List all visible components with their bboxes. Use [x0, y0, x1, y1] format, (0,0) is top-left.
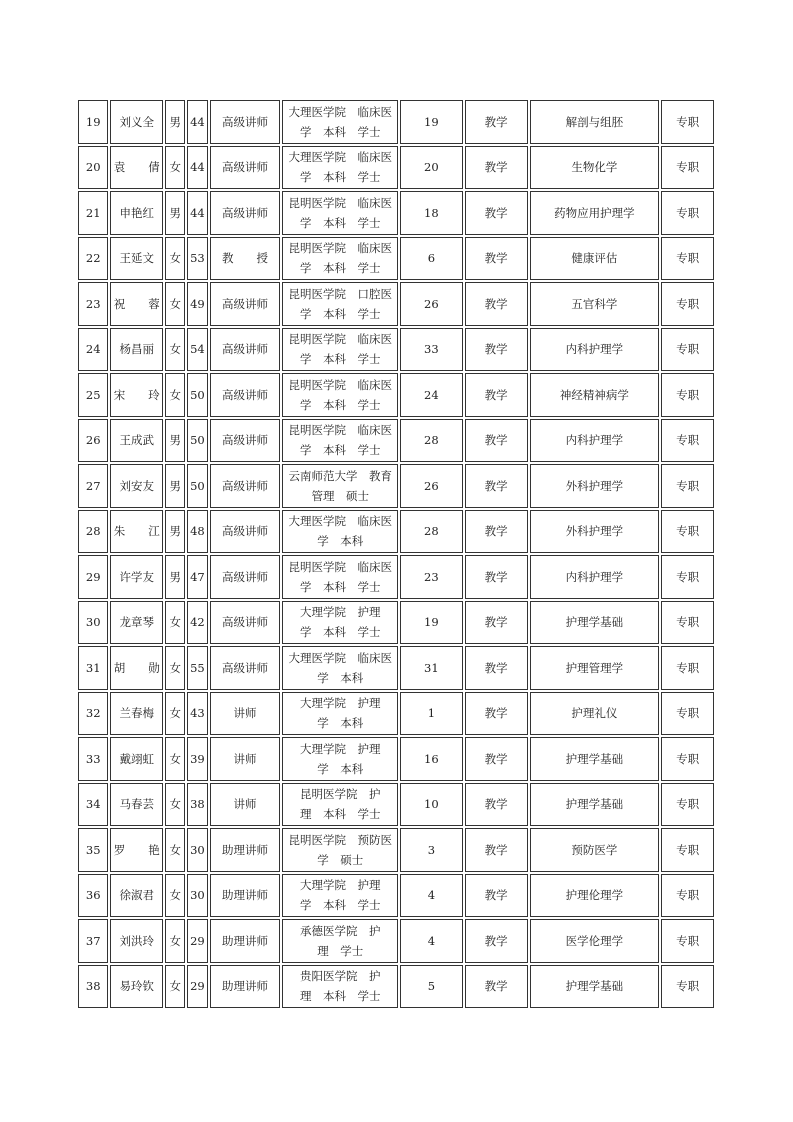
employment-type-cell: 专职: [661, 737, 714, 781]
table-row: [78, 783, 714, 827]
teacher-name-cell: 龙章琴: [110, 601, 163, 645]
professional-title-cell: 高级讲师: [210, 646, 281, 690]
graduation-info-cell: [282, 692, 397, 736]
professional-title-cell: 高级讲师: [210, 510, 281, 554]
age-cell: 29: [187, 965, 207, 1009]
graduation-line: 大理学院 护理: [299, 605, 381, 620]
graduation-line: 昆明医学院 临床医: [288, 423, 392, 438]
teacher-name-cell: 王成武: [110, 419, 163, 463]
age-cell: 53: [187, 237, 207, 281]
graduation-info-cell: [282, 100, 397, 144]
employment-type-cell: 专职: [661, 282, 714, 326]
row-number-cell: 25: [78, 373, 108, 417]
graduation-line: 管理 硕士: [311, 488, 369, 503]
graduation-line: 大理医学院 临床医: [288, 104, 392, 119]
staff-table: [76, 98, 716, 1010]
post-cell: 教学: [465, 965, 528, 1009]
course-taught-cell: 外科护理学: [530, 510, 660, 554]
age-cell: 50: [187, 373, 207, 417]
graduation-info-cell: [282, 510, 397, 554]
teaching-years-cell: 16: [400, 737, 463, 781]
age-cell: 39: [187, 737, 207, 781]
teacher-name-cell: 杨昌丽: [110, 328, 163, 372]
teacher-name-cell: 刘义全: [110, 100, 163, 144]
teaching-years-cell: 5: [400, 965, 463, 1009]
graduation-line: 云南师范大学 教育: [288, 468, 392, 483]
graduation-line: 理 学士: [317, 943, 364, 958]
teaching-years-cell: 3: [400, 828, 463, 872]
row-number-cell: 29: [78, 555, 108, 599]
graduation-line: 学 本科: [317, 761, 364, 776]
course-taught-cell: 神经精神病学: [530, 373, 660, 417]
age-cell: 30: [187, 874, 207, 918]
graduation-info-cell: [282, 965, 397, 1009]
row-number-cell: 28: [78, 510, 108, 554]
course-taught-cell: 五官科学: [530, 282, 660, 326]
post-cell: 教学: [465, 419, 528, 463]
teaching-years-cell: 1: [400, 692, 463, 736]
row-number-cell: 33: [78, 737, 108, 781]
age-cell: 43: [187, 692, 207, 736]
professional-title-cell: 高级讲师: [210, 328, 281, 372]
professional-title-cell: 助理讲师: [210, 828, 281, 872]
row-number-cell: 19: [78, 100, 108, 144]
graduation-line: 理 本科 学士: [299, 989, 381, 1004]
graduation-info-cell: [282, 737, 397, 781]
graduation-info-cell: [282, 191, 397, 235]
teaching-years-cell: 28: [400, 510, 463, 554]
post-cell: 教学: [465, 510, 528, 554]
teacher-name-cell: 许学友: [110, 555, 163, 599]
course-taught-cell: 护理学基础: [530, 737, 660, 781]
teacher-name-cell: 朱 江: [110, 510, 163, 554]
course-taught-cell: 护理伦理学: [530, 874, 660, 918]
age-cell: 54: [187, 328, 207, 372]
gender-cell: 女: [165, 692, 185, 736]
graduation-line: 学 本科: [317, 716, 364, 731]
table-row: [78, 146, 714, 190]
employment-type-cell: 专职: [661, 510, 714, 554]
graduation-line: 学 本科 学士: [299, 443, 381, 458]
gender-cell: 女: [165, 146, 185, 190]
employment-type-cell: 专职: [661, 100, 714, 144]
teaching-years-cell: 19: [400, 100, 463, 144]
post-cell: 教学: [465, 601, 528, 645]
teacher-name-cell: 刘安友: [110, 464, 163, 508]
gender-cell: 女: [165, 874, 185, 918]
gender-cell: 女: [165, 601, 185, 645]
teaching-years-cell: 23: [400, 555, 463, 599]
gender-cell: 女: [165, 965, 185, 1009]
age-cell: 50: [187, 464, 207, 508]
graduation-line: 贵阳医学院 护: [299, 969, 381, 984]
post-cell: 教学: [465, 783, 528, 827]
graduation-info-cell: [282, 237, 397, 281]
gender-cell: 男: [165, 464, 185, 508]
course-taught-cell: 药物应用护理学: [530, 191, 660, 235]
age-cell: 30: [187, 828, 207, 872]
gender-cell: 女: [165, 737, 185, 781]
course-taught-cell: 护理礼仪: [530, 692, 660, 736]
graduation-info-cell: [282, 601, 397, 645]
table-row: [78, 828, 714, 872]
teaching-years-cell: 24: [400, 373, 463, 417]
row-number-cell: 20: [78, 146, 108, 190]
professional-title-cell: 讲师: [210, 783, 281, 827]
course-taught-cell: 健康评估: [530, 237, 660, 281]
gender-cell: 女: [165, 646, 185, 690]
post-cell: 教学: [465, 874, 528, 918]
graduation-line: 大理学院 护理: [299, 878, 381, 893]
teacher-name-cell: 兰春梅: [110, 692, 163, 736]
age-cell: 48: [187, 510, 207, 554]
professional-title-cell: 助理讲师: [210, 874, 281, 918]
age-cell: 44: [187, 191, 207, 235]
graduation-info-cell: [282, 874, 397, 918]
table-row: [78, 100, 714, 144]
graduation-line: 昆明医学院 临床医: [288, 332, 392, 347]
course-taught-cell: 内科护理学: [530, 328, 660, 372]
professional-title-cell: 高级讲师: [210, 191, 281, 235]
course-taught-cell: 护理学基础: [530, 783, 660, 827]
table-row: [78, 646, 714, 690]
table-row: [78, 737, 714, 781]
post-cell: 教学: [465, 100, 528, 144]
employment-type-cell: 专职: [661, 692, 714, 736]
professional-title-cell: 助理讲师: [210, 919, 281, 963]
graduation-line: 承德医学院 护: [299, 923, 381, 938]
graduation-line: 大理医学院 临床医: [288, 150, 392, 165]
row-number-cell: 22: [78, 237, 108, 281]
gender-cell: 女: [165, 237, 185, 281]
table-row: [78, 373, 714, 417]
professional-title-cell: 高级讲师: [210, 282, 281, 326]
post-cell: 教学: [465, 146, 528, 190]
teacher-name-cell: 徐淑君: [110, 874, 163, 918]
professional-title-cell: 教 授: [210, 237, 281, 281]
graduation-line: 大理医学院 临床医: [288, 650, 392, 665]
teaching-years-cell: 10: [400, 783, 463, 827]
graduation-line: 学 本科 学士: [299, 261, 381, 276]
gender-cell: 男: [165, 100, 185, 144]
graduation-info-cell: [282, 646, 397, 690]
graduation-info-cell: [282, 919, 397, 963]
employment-type-cell: 专职: [661, 419, 714, 463]
age-cell: 44: [187, 100, 207, 144]
professional-title-cell: 高级讲师: [210, 373, 281, 417]
graduation-line: 学 本科 学士: [299, 397, 381, 412]
post-cell: 教学: [465, 555, 528, 599]
teaching-years-cell: 26: [400, 464, 463, 508]
course-taught-cell: 护理学基础: [530, 965, 660, 1009]
post-cell: 教学: [465, 919, 528, 963]
teaching-years-cell: 26: [400, 282, 463, 326]
teacher-name-cell: 袁 倩: [110, 146, 163, 190]
graduation-info-cell: [282, 419, 397, 463]
post-cell: 教学: [465, 328, 528, 372]
table-row: [78, 919, 714, 963]
graduation-line: 学 本科 学士: [299, 124, 381, 139]
post-cell: 教学: [465, 737, 528, 781]
course-taught-cell: 护理管理学: [530, 646, 660, 690]
age-cell: 55: [187, 646, 207, 690]
professional-title-cell: 高级讲师: [210, 100, 281, 144]
employment-type-cell: 专职: [661, 783, 714, 827]
graduation-info-cell: [282, 828, 397, 872]
course-taught-cell: 护理学基础: [530, 601, 660, 645]
gender-cell: 男: [165, 191, 185, 235]
graduation-info-cell: [282, 328, 397, 372]
table-row: [78, 555, 714, 599]
graduation-line: 昆明医学院 口腔医: [288, 286, 392, 301]
employment-type-cell: 专职: [661, 874, 714, 918]
professional-title-cell: 高级讲师: [210, 601, 281, 645]
post-cell: 教学: [465, 646, 528, 690]
teacher-name-cell: 王延文: [110, 237, 163, 281]
graduation-info-cell: [282, 783, 397, 827]
graduation-info-cell: [282, 146, 397, 190]
post-cell: 教学: [465, 191, 528, 235]
employment-type-cell: 专职: [661, 965, 714, 1009]
table-row: [78, 419, 714, 463]
age-cell: 49: [187, 282, 207, 326]
graduation-line: 大理学院 护理: [299, 741, 381, 756]
course-taught-cell: 内科护理学: [530, 419, 660, 463]
gender-cell: 男: [165, 419, 185, 463]
teaching-years-cell: 20: [400, 146, 463, 190]
row-number-cell: 26: [78, 419, 108, 463]
post-cell: 教学: [465, 373, 528, 417]
teacher-name-cell: 戴翊虹: [110, 737, 163, 781]
gender-cell: 女: [165, 328, 185, 372]
age-cell: 42: [187, 601, 207, 645]
professional-title-cell: 高级讲师: [210, 464, 281, 508]
employment-type-cell: 专职: [661, 646, 714, 690]
employment-type-cell: 专职: [661, 828, 714, 872]
gender-cell: 男: [165, 510, 185, 554]
teacher-name-cell: 刘洪玲: [110, 919, 163, 963]
teaching-years-cell: 31: [400, 646, 463, 690]
row-number-cell: 34: [78, 783, 108, 827]
table-row: [78, 510, 714, 554]
graduation-line: 学 本科: [317, 534, 364, 549]
course-taught-cell: 生物化学: [530, 146, 660, 190]
graduation-line: 昆明医学院 临床医: [288, 241, 392, 256]
employment-type-cell: 专职: [661, 373, 714, 417]
table-row: [78, 874, 714, 918]
graduation-info-cell: [282, 282, 397, 326]
teacher-name-cell: 胡 勋: [110, 646, 163, 690]
age-cell: 44: [187, 146, 207, 190]
graduation-line: 大理医学院 临床医: [288, 514, 392, 529]
employment-type-cell: 专职: [661, 146, 714, 190]
teaching-years-cell: 4: [400, 919, 463, 963]
post-cell: 教学: [465, 237, 528, 281]
employment-type-cell: 专职: [661, 555, 714, 599]
graduation-line: 学 本科 学士: [299, 579, 381, 594]
graduation-line: 昆明医学院 预防医: [288, 832, 392, 847]
row-number-cell: 23: [78, 282, 108, 326]
gender-cell: 女: [165, 373, 185, 417]
row-number-cell: 35: [78, 828, 108, 872]
teaching-years-cell: 6: [400, 237, 463, 281]
course-taught-cell: 解剖与组胚: [530, 100, 660, 144]
professional-title-cell: 讲师: [210, 737, 281, 781]
age-cell: 50: [187, 419, 207, 463]
teacher-name-cell: 申艳红: [110, 191, 163, 235]
course-taught-cell: 医学伦理学: [530, 919, 660, 963]
row-number-cell: 30: [78, 601, 108, 645]
age-cell: 29: [187, 919, 207, 963]
professional-title-cell: 高级讲师: [210, 555, 281, 599]
employment-type-cell: 专职: [661, 191, 714, 235]
teaching-years-cell: 33: [400, 328, 463, 372]
table-row: [78, 965, 714, 1009]
teacher-name-cell: 祝 蓉: [110, 282, 163, 326]
course-taught-cell: 预防医学: [530, 828, 660, 872]
table-row: [78, 237, 714, 281]
gender-cell: 女: [165, 282, 185, 326]
graduation-line: 理 本科 学士: [299, 807, 381, 822]
employment-type-cell: 专职: [661, 237, 714, 281]
gender-cell: 女: [165, 919, 185, 963]
age-cell: 38: [187, 783, 207, 827]
teaching-years-cell: 4: [400, 874, 463, 918]
post-cell: 教学: [465, 282, 528, 326]
post-cell: 教学: [465, 464, 528, 508]
table-row: [78, 464, 714, 508]
graduation-line: 学 本科 学士: [299, 625, 381, 640]
table-row: [78, 191, 714, 235]
graduation-line: 昆明医学院 临床医: [288, 377, 392, 392]
teaching-years-cell: 18: [400, 191, 463, 235]
employment-type-cell: 专职: [661, 464, 714, 508]
employment-type-cell: 专职: [661, 601, 714, 645]
graduation-info-cell: [282, 464, 397, 508]
table-row: [78, 692, 714, 736]
course-taught-cell: 外科护理学: [530, 464, 660, 508]
employment-type-cell: 专职: [661, 919, 714, 963]
table-row: [78, 328, 714, 372]
row-number-cell: 37: [78, 919, 108, 963]
employment-type-cell: 专职: [661, 328, 714, 372]
row-number-cell: 32: [78, 692, 108, 736]
teacher-name-cell: 罗 艳: [110, 828, 163, 872]
professional-title-cell: 高级讲师: [210, 146, 281, 190]
gender-cell: 女: [165, 828, 185, 872]
row-number-cell: 36: [78, 874, 108, 918]
professional-title-cell: 讲师: [210, 692, 281, 736]
row-number-cell: 31: [78, 646, 108, 690]
table-body: [78, 100, 714, 1008]
graduation-line: 大理学院 护理: [299, 696, 381, 711]
table-row: [78, 282, 714, 326]
graduation-line: 昆明医学院 护: [299, 787, 381, 802]
row-number-cell: 24: [78, 328, 108, 372]
graduation-line: 昆明医学院 临床医: [288, 195, 392, 210]
row-number-cell: 27: [78, 464, 108, 508]
course-taught-cell: 内科护理学: [530, 555, 660, 599]
graduation-line: 学 本科 学士: [299, 170, 381, 185]
teacher-name-cell: 宋 玲: [110, 373, 163, 417]
post-cell: 教学: [465, 828, 528, 872]
graduation-line: 学 本科: [317, 670, 364, 685]
row-number-cell: 38: [78, 965, 108, 1009]
teaching-years-cell: 28: [400, 419, 463, 463]
teaching-years-cell: 19: [400, 601, 463, 645]
gender-cell: 男: [165, 555, 185, 599]
teacher-name-cell: 马春芸: [110, 783, 163, 827]
graduation-info-cell: [282, 555, 397, 599]
graduation-line: 学 本科 学士: [299, 898, 381, 913]
row-number-cell: 21: [78, 191, 108, 235]
graduation-info-cell: [282, 373, 397, 417]
graduation-line: 学 本科 学士: [299, 352, 381, 367]
gender-cell: 女: [165, 783, 185, 827]
graduation-line: 昆明医学院 临床医: [288, 559, 392, 574]
table-row: [78, 601, 714, 645]
graduation-line: 学 本科 学士: [299, 215, 381, 230]
graduation-line: 学 本科 学士: [299, 306, 381, 321]
graduation-line: 学 硕士: [317, 852, 364, 867]
post-cell: 教学: [465, 692, 528, 736]
teacher-name-cell: 易玲钦: [110, 965, 163, 1009]
professional-title-cell: 高级讲师: [210, 419, 281, 463]
professional-title-cell: 助理讲师: [210, 965, 281, 1009]
age-cell: 47: [187, 555, 207, 599]
